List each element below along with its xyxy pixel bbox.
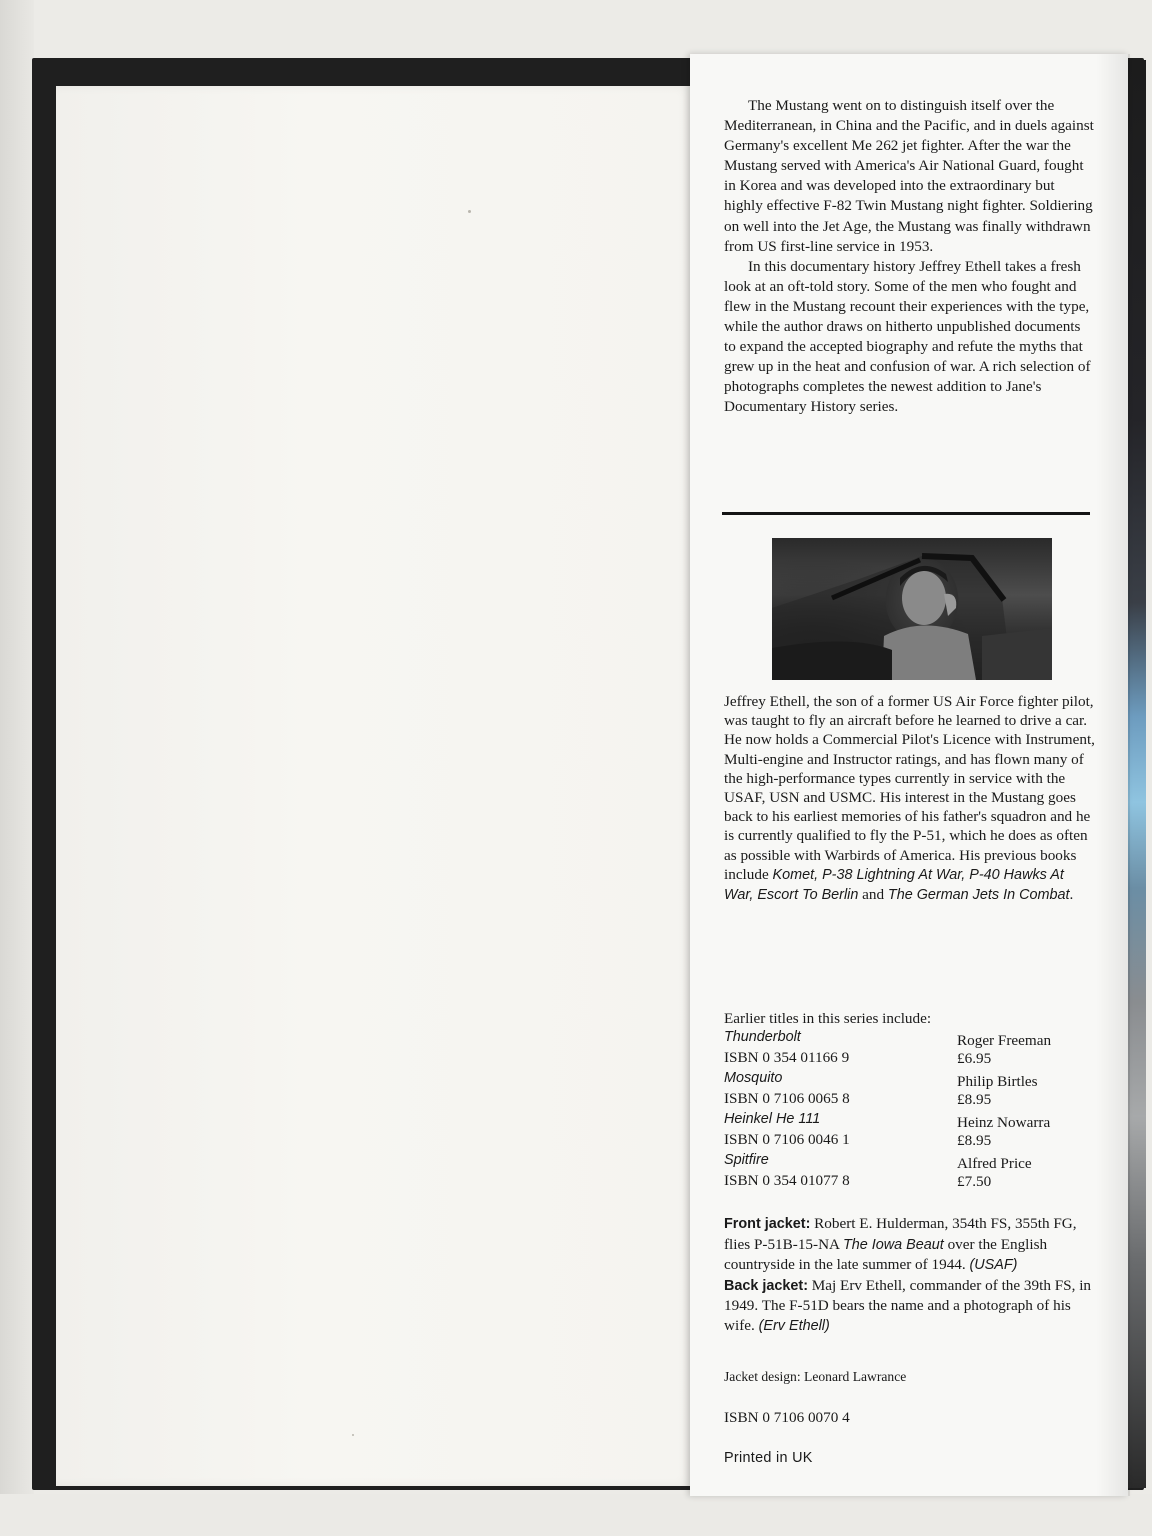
paper-speck [352, 1434, 354, 1436]
series-price: £7.50 [957, 1173, 992, 1190]
series-title: Thunderbolt [724, 1029, 801, 1045]
book-isbn: ISBN 0 7106 0070 4 [724, 1409, 850, 1426]
printed-in: Printed in UK [724, 1450, 813, 1466]
bio-end: . [1069, 886, 1074, 904]
endpaper [56, 86, 692, 1486]
author-bio-paragraph [724, 692, 1096, 905]
back-jacket-source: (Erv Ethell) [758, 1317, 830, 1334]
back-jacket-credit [724, 1276, 1096, 1337]
author-photo-art [772, 538, 1052, 680]
series-title: Heinkel He 111 [724, 1111, 821, 1127]
series-author: Roger Freeman [957, 1032, 1052, 1049]
series-isbn: ISBN 0 354 01077 8 [724, 1172, 850, 1189]
table-surface-bottom [0, 1494, 1152, 1536]
series-title: Mosquito [724, 1070, 783, 1086]
jacket-design-credit: Jacket design: Leonard Lawrance [724, 1369, 907, 1384]
bio-books-list: Komet, P-38 Lightning At War, P-40 Hawks At War, Escort To Berlin [724, 866, 1064, 904]
bio-last-book: The German Jets In Combat [887, 887, 1070, 904]
series-price: £8.95 [957, 1132, 992, 1149]
table-surface-left [0, 0, 34, 1536]
front-jacket-label: Front jacket: [724, 1216, 811, 1232]
series-price: £8.95 [957, 1091, 992, 1108]
blurb-paragraph-1: The Mustang went on to distinguish itself over the Mediterranean, in China and the Pacific, and in duels against Germany's excellent Me 262 jet fighter. After the war the Mustang served with America's Air National Guard, fought in Korea and was developed into the extraordinary but highly effective F-82 Twin Mustang night fighter. Soldiering on well into the Jet Age, the Mustang was finally withdrawn from US first-line service in 1953. [724, 97, 1094, 255]
series-heading: Earlier titles in this series include: [724, 1010, 932, 1027]
series-isbn: ISBN 0 7106 0065 8 [724, 1090, 850, 1107]
series-list [724, 1029, 1096, 1193]
front-jacket-source: (USAF) [969, 1257, 1018, 1274]
blurb-text [724, 96, 1096, 418]
series-title: Spitfire [724, 1152, 769, 1168]
series-item [724, 1152, 1096, 1193]
author-bio [724, 692, 1096, 905]
front-jacket-plane: The Iowa Beaut [842, 1236, 944, 1253]
series-author: Philip Birtles [957, 1073, 1038, 1090]
series-isbn: ISBN 0 354 01166 9 [724, 1049, 850, 1066]
bio-text: Jeffrey Ethell, the son of a former US Air Force fighter pilot, was taught to fly an aircraft before he learned to drive a car. He now holds a Commercial Pilot's Licence with Instrument, Multi-engine and Instructor ratings, and has flown many of the high-performance types currently in service with the USAF, USN and USMC. His interest in the Mustang goes back to his earliest memories of his father's squadron and he is currently qualified to fly the P-51, which he does as often as possible with Warbirds of America. His previous books include [724, 693, 1095, 883]
back-jacket-label: Back jacket: [724, 1277, 808, 1294]
blurb-paragraph-2: In this documentary history Jeffrey Ethell takes a fresh look at an oft-told story. Some of the men who fought and flew in the Mustang recount their experiences with the type, while the author draws on hitherto unpublished documents to expand the accepted biography and refute the myths that grew up in the heat and confusion of war. A rich selection of photographs completes the newest addition to Jane's Documentary History series. [724, 257, 1091, 416]
front-jacket-credit [724, 1214, 1096, 1276]
jacket-flap-fold [1096, 54, 1130, 1496]
section-divider [722, 512, 1090, 515]
jacket-credits [724, 1214, 1096, 1337]
back-jacket-text: Maj Erv Ethell, commander of the 39th FS, in 1949. The F-51D bears the name and a photograph of his wife. [724, 1276, 1092, 1334]
front-jacket-text: Robert E. Hulderman, 354th FS, 355th FG, flies P-51B-15-NA [724, 1215, 1077, 1253]
series-author: Alfred Price [957, 1155, 1032, 1172]
bio-and: and [858, 886, 888, 904]
series-price: £6.95 [957, 1050, 992, 1067]
series-item [724, 1111, 1096, 1152]
series-isbn: ISBN 0 7106 0046 1 [724, 1131, 850, 1148]
series-author: Heinz Nowarra [957, 1114, 1051, 1131]
front-jacket-text-2: over the English countryside in the late summer of 1944. [724, 1235, 1048, 1274]
paper-speck [468, 210, 471, 213]
author-photo [772, 538, 1052, 680]
series-item [724, 1029, 1096, 1070]
series-item [724, 1070, 1096, 1111]
